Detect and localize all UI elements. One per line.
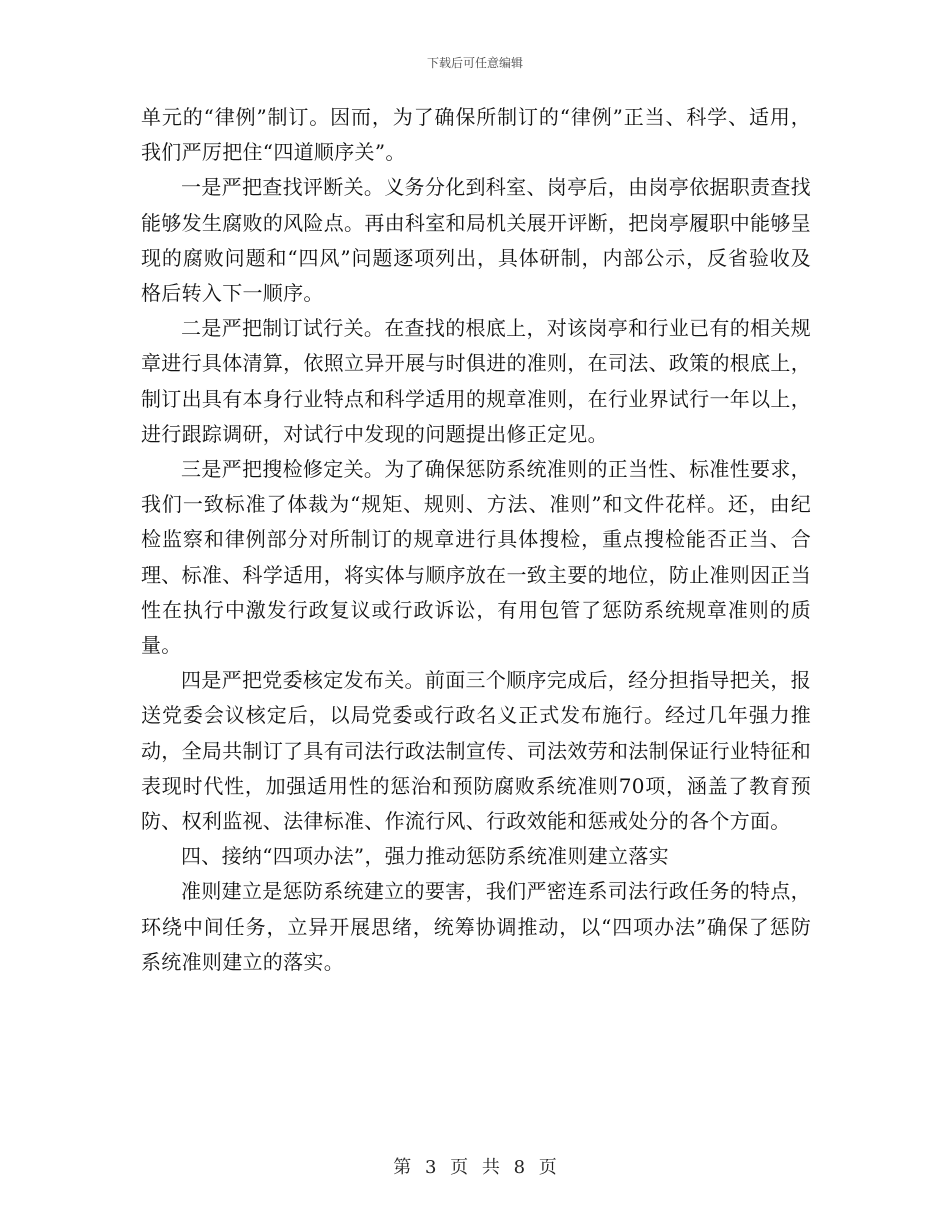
paragraph-2: 一是严把查找评断关。义务分化到科室、岗亭后，由岗亭依据职责查找能够发生腐败的风险点。再由科室和局机关展开评断，把岗亭履职中能够呈现的腐败问题和“四风”问题逐项列出，具体研制，内部公示，反省验收及格后转入下一顺序。 xyxy=(141,175,811,306)
paragraph-3: 二是严把制订试行关。在查找的根底上，对该岗亭和行业已有的相关规章进行具体清算，依照立异开展与时俱进的准则，在司法、政策的根底上，制订出具有本身行业特点和科学适用的规章准则，在行业界试行一年以上，进行跟踪调研，对试行中发现的问题提出修正定见。 xyxy=(141,316,811,446)
paragraph-1: 单元的“律例”制订。因而，为了确保所制订的“律例”正当、科学、适用，我们严厉把住“四道顺序关”。 xyxy=(141,105,811,165)
paragraph-4: 三是严把搜检修定关。为了确保惩防系统准则的正当性、标准性要求，我们一致标准了体裁为“规矩、规则、方法、准则”和文件花样。还，由纪检监察和律例部分对所制订的规章进行具体搜检，重点搜检能否正当、合理、标准、科学适用，将实体与顺序放在一致主要的地位，防止准则因正当性在执行中激发行政复议或行政诉讼，有用包管了惩防系统规章准则的质量。 xyxy=(141,457,811,658)
paragraph-6: 准则建立是惩防系统建立的要害，我们严密连系司法行政任务的特点，环绕中间任务，立异开展思绪，统筹协调推动，以“四项办法”确保了惩防系统准则建立的落实。 xyxy=(141,879,811,974)
page-header-note: 下载后可任意编辑 xyxy=(426,56,523,70)
footer-middle: 页 xyxy=(450,1157,469,1178)
document-body xyxy=(141,100,811,980)
footer-total-prefix: 共 xyxy=(481,1157,500,1178)
footer-page-number: 3 xyxy=(424,1157,437,1178)
page-footer xyxy=(0,1153,950,1179)
footer-total-pages: 8 xyxy=(513,1157,526,1178)
footer-suffix: 页 xyxy=(538,1157,557,1178)
section-heading-4: 四、接纳“四项办法”，强力推动惩防系统准则建立落实 xyxy=(181,844,669,869)
paragraph-5: 四是严把党委核定发布关。前面三个顺序完成后，经分担指导把关，报送党委会议核定后，以局党委或行政名义正式发布施行。经过几年强力推动，全局共制订了具有司法行政法制宣传、司法效劳和法制保证行业特征和表现时代性，加强适用性的惩治和预防腐败系统准则70项，涵盖了教育预防、权利监视、法律标准、作流行风、行政效能和惩戒处分的各个方面。 xyxy=(141,668,811,834)
footer-prefix: 第 xyxy=(393,1157,412,1178)
